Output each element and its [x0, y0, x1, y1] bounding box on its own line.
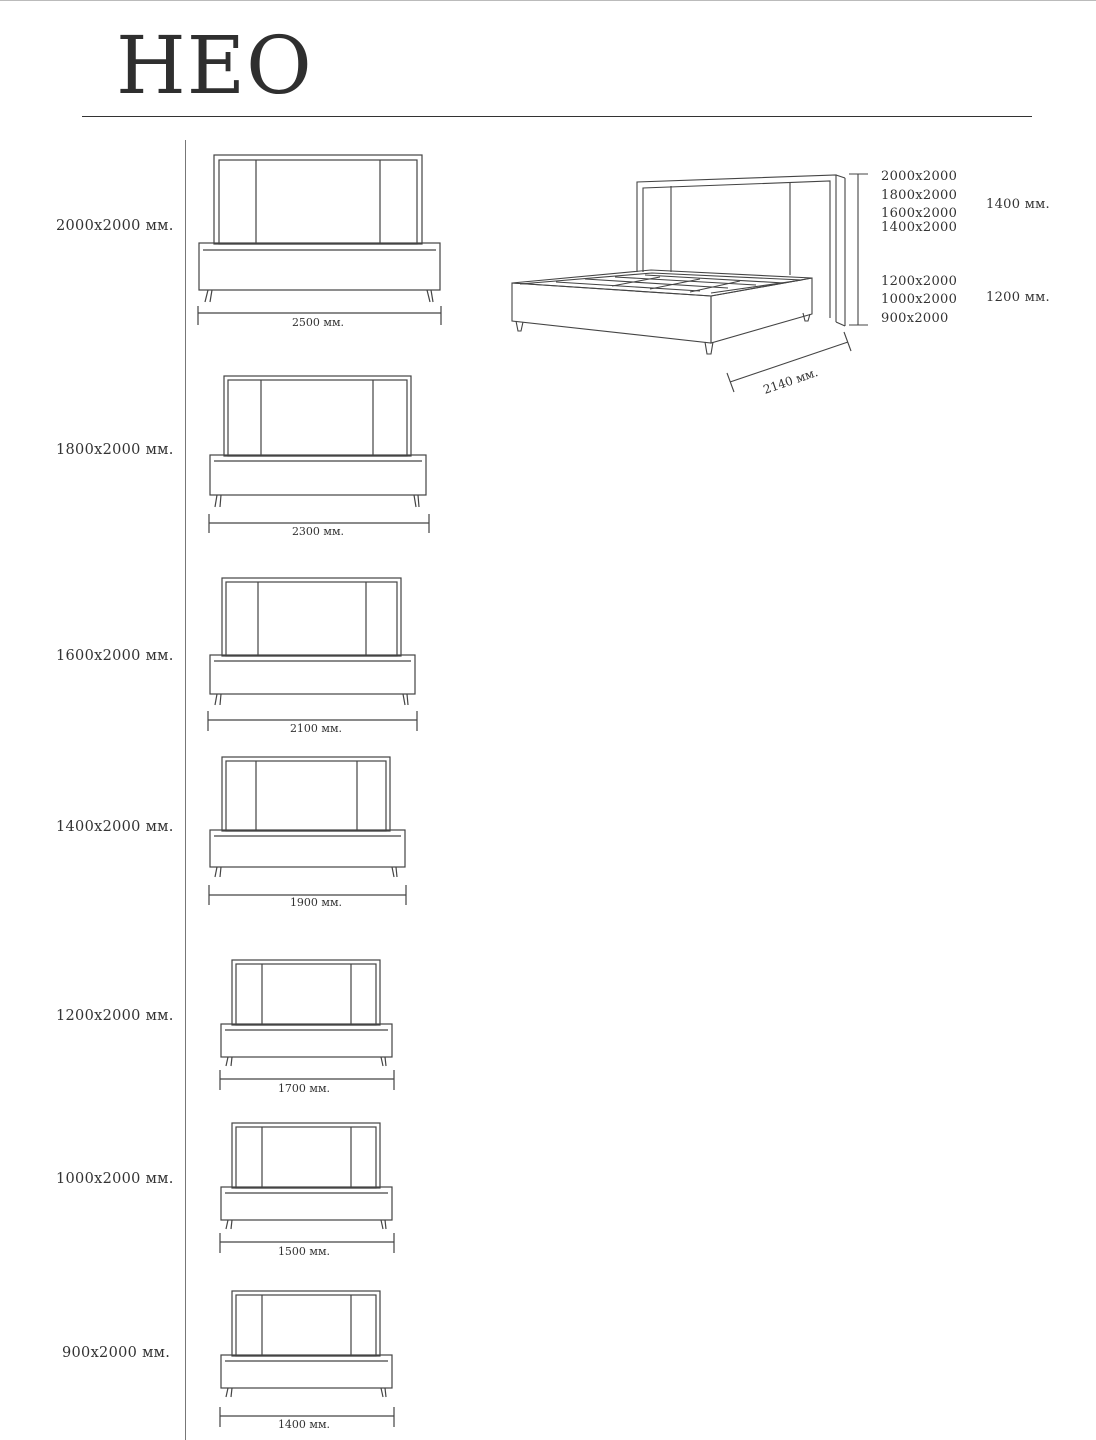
width-label-900: 1400 мм.	[277, 1418, 331, 1431]
width-label-1200: 1700 мм.	[277, 1082, 331, 1095]
width-label-1400: 1900 мм.	[289, 896, 343, 909]
width-label-1800: 2300 мм.	[291, 525, 345, 538]
bed-drawing-1400	[209, 757, 406, 905]
short-height-label: 1200 мм.	[986, 290, 1050, 305]
short-size-1200: 1200х2000	[881, 274, 958, 289]
width-label-2000: 2500 мм.	[291, 316, 345, 329]
tall-size-1800: 1800х2000	[881, 188, 958, 203]
width-label-1000: 1500 мм.	[277, 1245, 331, 1258]
bed-drawing-2000	[198, 155, 441, 325]
bed-drawing-900	[220, 1291, 394, 1427]
perspective-bed-drawing	[512, 174, 868, 392]
short-size-1000: 1000х2000	[881, 292, 958, 307]
tall-size-1400: 1400х2000	[881, 220, 958, 235]
tall-height-label: 1400 мм.	[986, 197, 1050, 212]
size-label-1200: 1200х2000 мм.	[56, 1008, 174, 1024]
tall-size-1600: 1600х2000	[881, 206, 958, 221]
bed-drawing-1800	[209, 376, 429, 533]
size-label-1400: 1400х2000 мм.	[56, 819, 174, 835]
bed-drawing-1000	[220, 1123, 394, 1253]
size-label-1800: 1800х2000 мм.	[56, 442, 174, 458]
short-size-900: 900х2000	[881, 311, 949, 326]
tall-size-2000: 2000х2000	[881, 169, 958, 184]
width-label-1600: 2100 мм.	[289, 722, 343, 735]
size-label-2000: 2000х2000 мм.	[56, 218, 174, 234]
size-label-900: 900х2000 мм.	[62, 1345, 171, 1361]
brand-title: НЕО	[116, 19, 313, 112]
length-label: 2140 мм.	[761, 365, 820, 397]
size-label-1600: 1600х2000 мм.	[56, 648, 174, 664]
size-label-1000: 1000х2000 мм.	[56, 1171, 174, 1187]
bed-drawing-1600	[208, 578, 417, 731]
bed-drawing-1200	[220, 960, 394, 1090]
